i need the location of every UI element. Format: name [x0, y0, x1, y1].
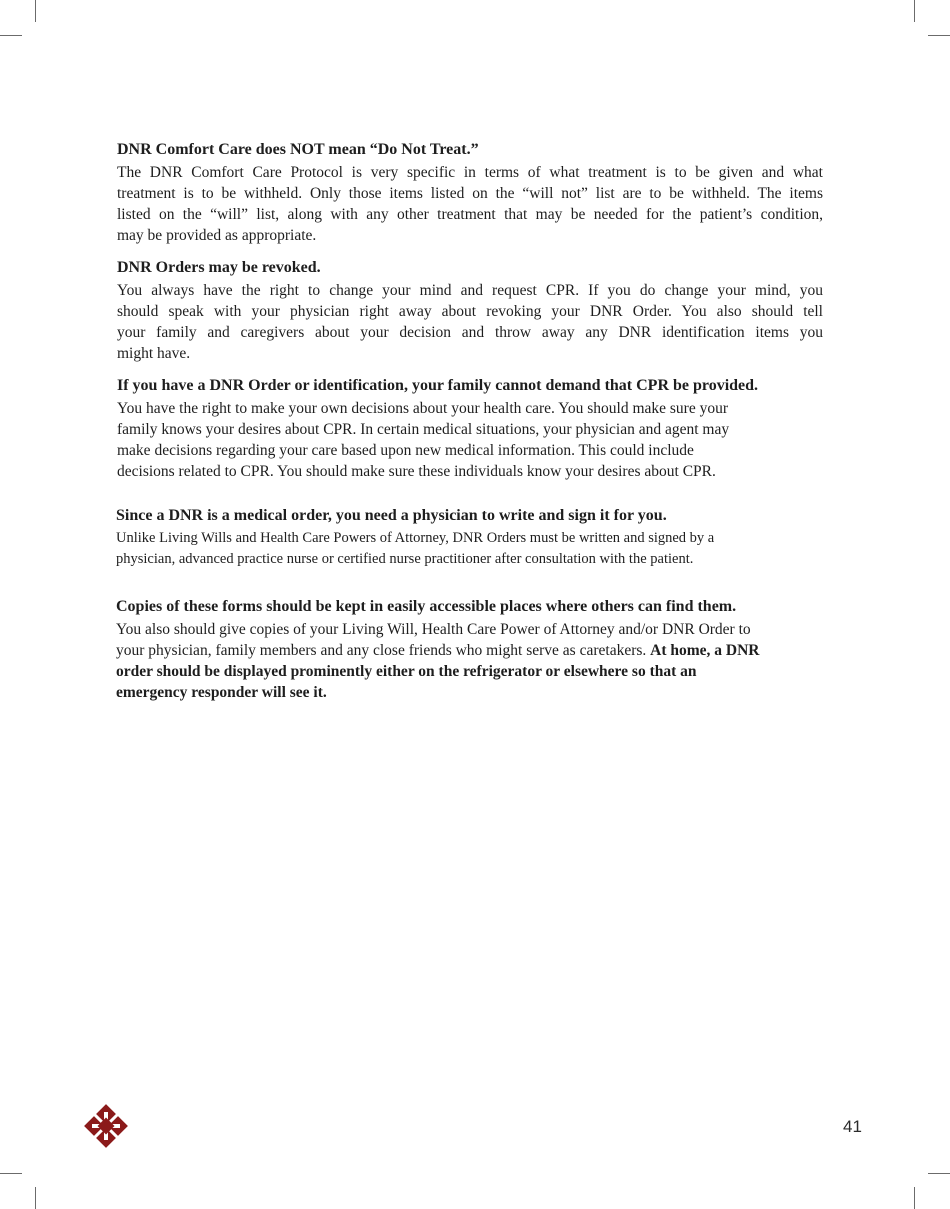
emphasis-line: order should be displayed prominently either on the refrigerator or elsewhere so that an	[116, 663, 697, 680]
body-line: You always have the right to change your mind and request CPR. If you do change your mind, you	[117, 282, 823, 299]
crop-mark-top-right-horizontal	[928, 35, 950, 36]
body-line: should speak with your physician right away about revoking your DNR Order. You also should tell	[117, 303, 823, 320]
section-body	[116, 528, 831, 570]
section-heading: DNR Orders may be revoked.	[117, 259, 321, 276]
body-line: listed on the “will” list, along with any other treatment that may be needed for the patient’s condition,	[117, 206, 823, 223]
emphasis-text: At home, a DNR	[650, 642, 760, 659]
section-heading: If you have a DNR Order or identification, your family cannot demand that CPR be provided.	[117, 377, 759, 394]
body-line: family knows your desires about CPR. In certain medical situations, your physician and agent may	[117, 421, 730, 438]
body-text: your physician, family members and any close friends who might serve as caretakers.	[116, 642, 651, 659]
crop-mark-top-left-vertical	[35, 0, 36, 22]
body-line: might have.	[117, 345, 191, 362]
section-body	[117, 162, 832, 246]
body-line: physician, advanced practice nurse or certified nurse practitioner after consultation with the patient.	[116, 551, 694, 567]
red-diamond-quatrefoil-icon	[84, 1104, 128, 1148]
body-line: You also should give copies of your Living Will, Health Care Power of Attorney and/or DNR Order to	[116, 621, 751, 638]
body-line-mixed	[116, 640, 831, 661]
section-body	[117, 280, 832, 364]
crop-mark-bottom-left-horizontal	[0, 1173, 22, 1174]
crop-mark-top-right-vertical	[914, 0, 915, 22]
section-comfort-care	[117, 139, 832, 246]
section-family-cannot-demand	[117, 375, 832, 482]
section-heading: Since a DNR is a medical order, you need a physician to write and sign it for you.	[116, 507, 667, 524]
body-line: treatment is to be withheld. Only those items listed on the “will not” list are to be withheld. The items	[117, 185, 823, 202]
crop-mark-top-left-horizontal	[0, 35, 22, 36]
body-line: Unlike Living Wills and Health Care Powers of Attorney, DNR Orders must be written and signed by a	[116, 530, 715, 546]
body-line: You have the right to make your own decisions about your health care. You should make sure your	[117, 400, 729, 417]
body-line: decisions related to CPR. You should make sure these individuals know your desires about CPR.	[117, 463, 716, 480]
section-revoked	[117, 257, 832, 364]
section-copies	[116, 596, 831, 703]
crop-mark-bottom-left-vertical	[35, 1187, 36, 1209]
emphasis-line: emergency responder will see it.	[116, 684, 327, 701]
body-line: may be provided as appropriate.	[117, 227, 317, 244]
body-line: The DNR Comfort Care Protocol is very specific in terms of what treatment is to be given and what	[117, 164, 823, 181]
section-body	[116, 619, 831, 703]
page-number: 41	[843, 1117, 862, 1136]
body-line: make decisions regarding your care based upon new medical information. This could include	[117, 442, 694, 459]
crop-mark-bottom-right-horizontal	[928, 1173, 950, 1174]
body-line: your family and caregivers about your decision and throw away any DNR identification items you	[117, 324, 823, 341]
section-body	[117, 398, 832, 482]
section-heading: Copies of these forms should be kept in easily accessible places where others can find them.	[116, 598, 737, 615]
crop-mark-bottom-right-vertical	[914, 1187, 915, 1209]
section-medical-order	[116, 505, 831, 570]
section-heading: DNR Comfort Care does NOT mean “Do Not Treat.”	[117, 141, 479, 158]
